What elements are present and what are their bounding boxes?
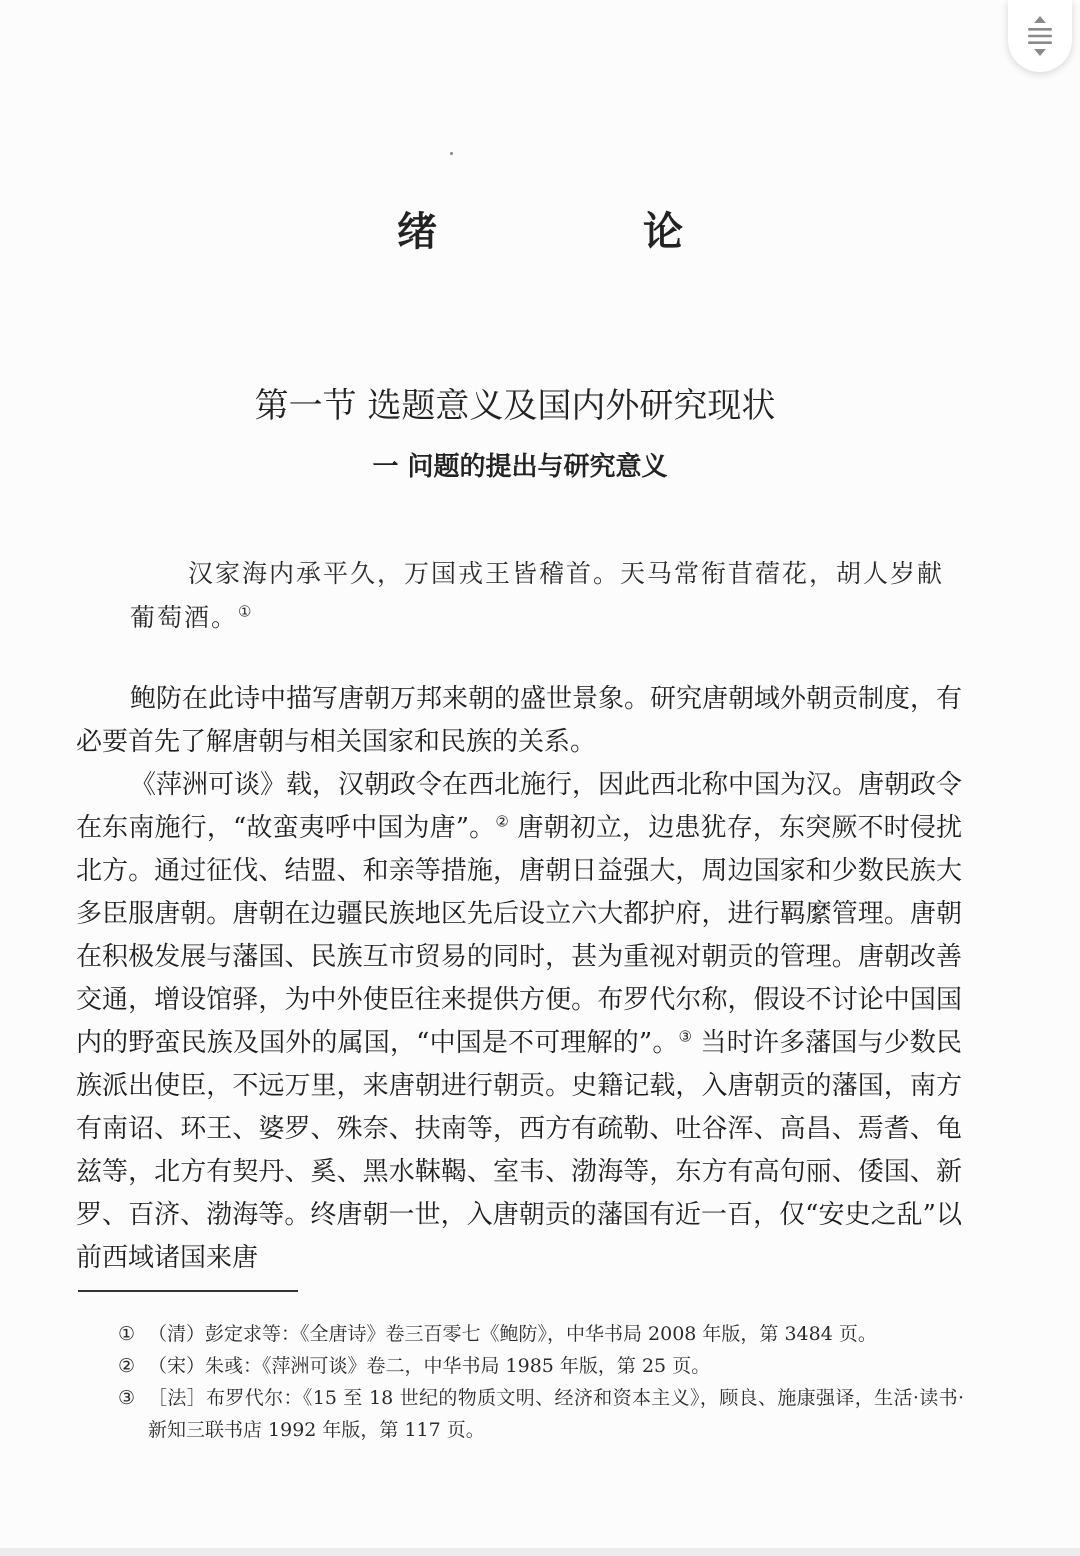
poem-text: 汉家海内承平久，万国戎王皆稽首。天马常衔苜蓿花，胡人岁献葡萄酒。: [130, 559, 945, 632]
chapter-title: 绪 论: [397, 208, 779, 255]
scroll-handle-button[interactable]: [1008, 0, 1072, 72]
paragraph-2-part-a: 《萍洲可谈》载，汉朝政令在西北施行，因此西北称中国为汉。唐朝政令在东南施行，“故蛮夷呼中国为唐”。: [76, 770, 963, 843]
bottom-edge: [0, 1548, 1080, 1556]
footnote-3: [118, 1382, 964, 1446]
paragraph-2: [76, 764, 962, 1280]
footnote-mark: ③: [118, 1387, 136, 1409]
paragraph-2-part-b: 唐朝初立，边患犹存，东突厥不时侵扰北方。通过征伐、结盟、和亲等措施，唐朝日益强大，周边国家和少数民族大多臣服唐朝。唐朝在边疆民族地区先后设立六大都护府，进行羁縻管理。唐朝在积极发展与藩国、民族互市贸易的同时，甚为重视对朝贡的管理。唐朝改善交通，增设馆驿，为中外使臣往来提供方便。布罗代尔称，假设不讨论中国国内的野蛮民族及国外的属国，“中国是不可理解的”。: [76, 813, 963, 1058]
footnote-mark: ①: [118, 1323, 136, 1345]
footnote-mark: ②: [118, 1355, 136, 1377]
footnote-ref-3[interactable]: ③: [678, 1027, 693, 1046]
paragraph-1: 鲍防在此诗中描写唐朝万邦来朝的盛世景象。研究唐朝域外朝贡制度，有必要首先了解唐朝与相关国家和民族的关系。: [76, 684, 963, 757]
footnote-2: [118, 1350, 964, 1382]
footnote-1: [118, 1318, 964, 1350]
footnote-ref-2[interactable]: ②: [495, 812, 509, 831]
footnote-text: ［法］布罗代尔：《15 至 18 世纪的物质文明、经济和资本主义》，顾良、施康强译，生活·读书·新知三联书店 1992 年版，第 117 页。: [148, 1387, 964, 1441]
footnotes: [118, 1318, 964, 1446]
footnote-text: （清）彭定求等：《全唐诗》卷三百零七《鲍防》，中华书局 2008 年版，第 3484 页。: [148, 1323, 877, 1345]
footnote-divider: [78, 1290, 298, 1292]
subsection-title: 一 问题的提出与研究意义: [372, 452, 668, 482]
footnote-text: （宋）朱彧：《萍洲可谈》卷二，中华书局 1985 年版，第 25 页。: [148, 1355, 711, 1377]
poem-footnote-ref[interactable]: ①: [238, 602, 254, 621]
scroll-handle-icon: [1026, 14, 1054, 58]
poem-quote: [130, 552, 970, 640]
body-text: [76, 678, 962, 1280]
scan-speck: [450, 152, 453, 155]
section-title: 第一节 选题意义及国内外研究现状: [254, 386, 776, 426]
paragraph-2-part-c: 当时许多藩国与少数民族派出使臣，不远万里，来唐朝进行朝贡。史籍记载，入唐朝贡的藩国，南方有南诏、环王、婆罗、殊奈、扶南等，西方有疏勒、吐谷浑、高昌、焉耆、龟兹等，北方有契丹、奚、黑水靺鞨、室韦、渤海等，东方有高句丽、倭国、新罗、百济、渤海等。终唐朝一世，入唐朝贡的藩国有近一百，仅“安史之乱”以前西域诸国来唐: [76, 1028, 963, 1273]
